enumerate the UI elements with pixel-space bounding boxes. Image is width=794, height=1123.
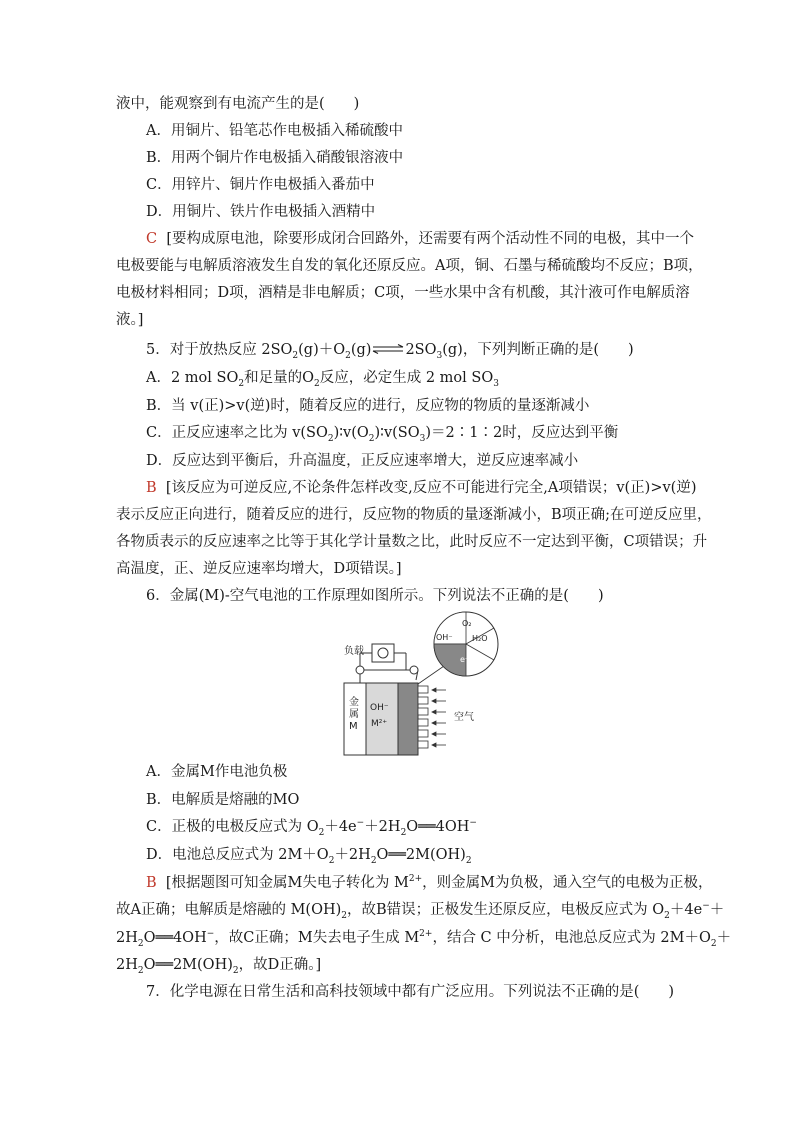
q6-explanation-line: B [根据题图可知金属M失电子转化为 $M^{2+}$，则金属M为负极，通入空气的电极为正极，: [146, 874, 713, 891]
q5-option-a: A．2 mol $SO_2$和足量的$O_2$反应，必定生成 2 mol $SO_3$: [146, 370, 499, 389]
q5-explanation-line: 表示反应正向进行，随着反应的进行，反应物的物质的量逐渐减小，B项正确;在可逆反应里，: [116, 507, 712, 523]
q5-explanation-line: 各物质表示的反应速率之比等于其化学计量数之比，此时反应不一定达到平衡，C项错误；升: [116, 534, 708, 550]
q5-option-b: B．当 v(正)>v(逆)时，随着反应的进行，反应物的物质的量逐渐减小: [146, 398, 590, 414]
circle-h2o: H₂O: [472, 634, 488, 643]
q6-explanation-line: 故A正确；电解质是熔融的 $M(OH)_2$，故B错误；正极发生还原反应，电极反应式为 $O_2+4e^-+$: [116, 901, 725, 921]
q6-answer: B: [146, 875, 157, 891]
q5-option-d: D．反应达到平衡后，升高温度，正反应速率增大，逆反应速率减小: [146, 453, 579, 469]
q5-option-c: C．正反应速率之比为 $v(SO_2)∶v(O_2)∶v(SO_3)=2∶1∶2$时，反应达到平衡: [146, 425, 619, 444]
q6-option-b: B．电解质是熔融的MO: [146, 792, 300, 808]
q4-explanation-line: 电极材料相同；D项，酒精是非电解质；C项，一些水果中含有机酸，其汁液可作电解质溶: [116, 285, 690, 301]
circle-electron: e⁻: [460, 655, 470, 664]
q4-option-c: C．用锌片、铜片作电极插入番茄中: [146, 177, 375, 193]
q5-explanation-line: B [该反应为可逆反应,不论条件怎样改变,反应不可能进行完全,A项错误；v(正)>v(逆): [146, 480, 697, 496]
q4-explanation-line: C [要构成原电池，除要形成闭合回路外，还需要有两个活动性不同的电极，其中一个: [146, 231, 694, 247]
metal-label: M: [349, 721, 358, 732]
q6-stem: 6．金属(M)-空气电池的工作原理如图所示。下列说法不正确的是( ): [146, 588, 604, 604]
metal-air-battery-diagram: [334, 610, 504, 756]
q7-stem: 7．化学电源在日常生活和高科技领域中都有广泛应用。下列说法不正确的是( ): [146, 984, 675, 1000]
equilibrium-arrow-icon: [371, 340, 405, 360]
q5-stem: 5．对于放热反应 $2SO_2(g)+O_2(g)$ $2SO_3(g)$，下列判断正确的是( ): [146, 342, 634, 361]
q5-explanation-line: 高温度，正、逆反应速率均增大，D项错误。]: [116, 561, 402, 577]
q6-explanation-line: $2H_2O══4OH^-$，故C正确；M失去电子生成 $M^{2+}$，结合 C 中分析，电池总反应式为 $2M+O_2+$: [116, 929, 732, 949]
metal-label: 金: [349, 697, 359, 708]
q4-answer: C: [146, 231, 158, 247]
q4-option-a: A．用铜片、铅笔芯作电极插入稀硫酸中: [146, 123, 403, 139]
electrolyte-ion: OH⁻: [370, 703, 389, 713]
q4-option-b: B．用两个铜片作电极插入硝酸银溶液中: [146, 150, 404, 166]
q5-answer: B: [146, 480, 157, 496]
metal-label: 属: [349, 709, 359, 720]
load-box: [372, 644, 394, 662]
circle-oh: OH⁻: [436, 633, 453, 642]
electrolyte-ion: M²⁺: [371, 719, 388, 729]
q6-option-d: D．电池总反应式为 $2M+O_2+2H_2O══2M(OH)_2$: [146, 847, 472, 866]
q4-option-d: D．用铜片、铁片作电极插入酒精中: [146, 204, 376, 220]
air-cathode: [398, 683, 418, 755]
q4-explanation-line: 液。]: [116, 312, 144, 328]
q4-stem: 液中，能观察到有电流产生的是( ): [116, 96, 360, 112]
q6-option-a: A．金属M作电池负极: [146, 764, 288, 780]
air-label: 空气: [454, 712, 474, 723]
load-label: 负载: [344, 646, 364, 657]
q6-explanation-line: $2H_2O══2M(OH)_2$，故D正确。]: [116, 957, 322, 976]
q6-option-c: C．正极的电极反应式为 $O_2+4e^-+2H_2O══4OH^-$: [146, 818, 477, 838]
q4-explanation-line: 电极要能与电解质溶液发生自发的氧化还原反应。A项，铜、石墨与稀硫酸均不反应；B项，: [116, 258, 703, 274]
circle-o2: O₂: [462, 619, 472, 628]
